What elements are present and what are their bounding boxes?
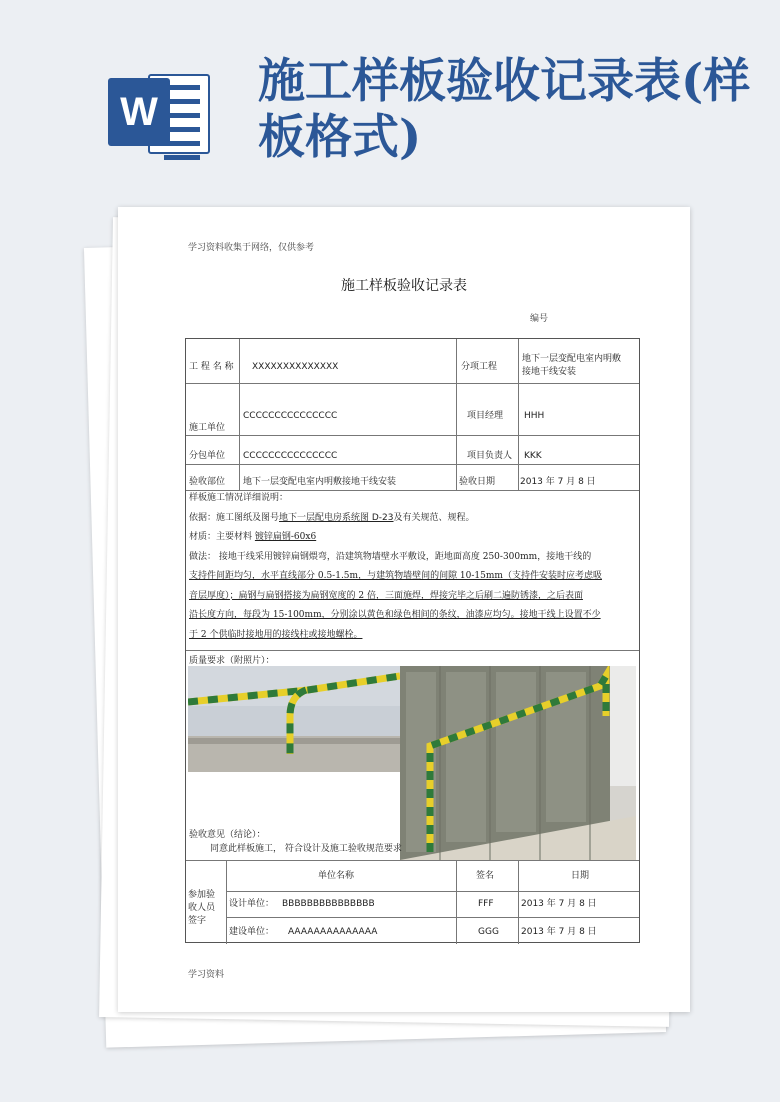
opinion-text: 同意此样板施工， 符合设计及施工验收规范要求	[210, 844, 402, 854]
word-letter-badge: W	[108, 78, 170, 146]
sub-project-value-line2: 接地干线安装	[522, 367, 577, 377]
design-unit-label: 设计单位：	[229, 899, 275, 909]
col-date-header: 日期	[571, 871, 590, 881]
project-lead-label: 项目负责人	[467, 451, 513, 461]
grounding-strip-wall-photo	[188, 666, 400, 772]
col-unit-header: 单位名称	[318, 871, 355, 881]
method-line-5: 于 2 个供临时接地用的接线柱或接地螺栓。	[189, 629, 363, 640]
col-sign-header: 签名	[476, 871, 495, 881]
construction-unit-value: CCCCCCCCCCCCCCC	[243, 411, 338, 421]
acceptance-part-label: 验收部位	[189, 477, 226, 487]
word-document-icon	[108, 68, 208, 156]
material-value: 镀锌扁钢-60x6	[254, 532, 317, 542]
acceptance-part-value: 地下一层变配电室内明敷接地干线安装	[243, 477, 397, 487]
opinion-label: 验收意见（结论）：	[189, 830, 266, 840]
design-unit-date: 2013 年 7 月 8 日	[521, 899, 597, 909]
owner-unit-sign: GGG	[478, 927, 499, 937]
basis-drawing: 地下一层配电房系统图 D-23	[279, 512, 394, 523]
basis-line: 依据：施工图纸及图号地下一层配电房系统图 D-23及有关规范、规程。	[189, 512, 475, 523]
project-manager-label: 项目经理	[467, 411, 504, 421]
subcontract-unit-value: CCCCCCCCCCCCCCC	[243, 451, 338, 461]
description-heading: 样板施工情况详细说明：	[189, 493, 289, 503]
document-title: 施工样板验收记录表	[341, 278, 467, 294]
method-line-1: 做法： 接地干线采用镀锌扁钢煨弯，沿建筑物墙壁水平敷设，距地面高度 250-300mm，接地干线的	[189, 551, 592, 562]
signoff-label-line3: 签字	[188, 916, 207, 926]
owner-unit-label: 建设单位：	[229, 927, 275, 937]
quality-label: 质量要求（附照片）：	[189, 656, 275, 666]
subcontract-unit-label: 分包单位	[189, 451, 226, 461]
design-unit-value: BBBBBBBBBBBBBBB	[282, 899, 375, 909]
project-manager-value: HHH	[524, 411, 545, 421]
owner-unit-date: 2013 年 7 月 8 日	[521, 927, 597, 937]
serial-number-label: 编号	[530, 314, 549, 324]
acceptance-date-label: 验收日期	[459, 477, 496, 487]
sub-project-label: 分项工程	[461, 362, 498, 372]
project-lead-value: KKK	[524, 451, 542, 461]
acceptance-form-table	[185, 338, 640, 943]
sub-project-value-line1: 地下一层变配电室内明敷	[522, 354, 622, 364]
design-unit-sign: FFF	[478, 899, 494, 909]
material-line: 材质：主要材料 镀锌扁钢-60x6	[189, 532, 317, 542]
construction-description	[189, 489, 637, 645]
method-line-2: 支持件间距均匀，水平直线部分 0.5-1.5m，与建筑物墙壁间的间隙 10-15mm（支持件安装时应考虑吸	[189, 571, 602, 581]
top-note: 学习资料收集于网络，仅供参考	[188, 243, 315, 253]
grounding-strip-panel-photo	[400, 666, 636, 860]
project-name-value: XXXXXXXXXXXXXX	[252, 362, 339, 372]
project-name-label: 工 程 名 称	[189, 362, 234, 372]
header-area	[0, 0, 780, 200]
signoff-label-line2: 收人员	[188, 903, 216, 913]
construction-unit-label: 施工单位	[189, 423, 226, 433]
acceptance-date-value: 2013 年 7 月 8 日	[520, 477, 596, 487]
signoff-label-line1: 参加验	[188, 890, 216, 900]
owner-unit-value: AAAAAAAAAAAAAA	[288, 927, 378, 937]
method-line-3: 音层厚度）；扁钢与扁钢搭接为扁钢宽度的 2 倍，三面施焊，焊接完毕之后刷二遍防锈漆，之后表面	[189, 590, 583, 601]
method-line-4: 沿长度方向，每段为 15-100mm，分别涂以黄色和绿色相间的条纹，油漆应均匀。接地干线上设置不少	[189, 610, 601, 620]
page-title: 施工样板验收记录表(样板格式)	[258, 54, 751, 165]
footer-note: 学习资料	[188, 970, 225, 980]
document-page	[118, 207, 690, 1012]
